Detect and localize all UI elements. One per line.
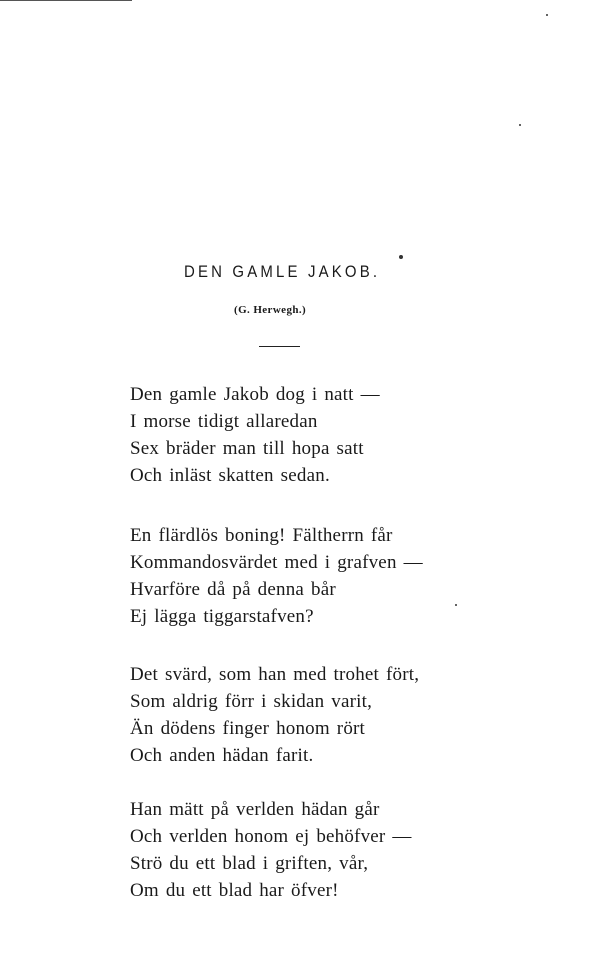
poem-author: (G. Herwegh.) <box>234 304 307 316</box>
ink-speck <box>399 255 403 259</box>
poem-line: Och anden hädan farit. <box>130 745 314 766</box>
poem-line: Kommandosvärdet med i grafven — <box>130 552 423 573</box>
stanza-1 <box>130 381 380 489</box>
poem-line: I morse tidigt allaredan <box>130 411 318 432</box>
poem-line: Och verlden honom ej behöfver — <box>130 826 412 847</box>
poem-line: En flärdlös boning! Fältherrn får <box>130 525 393 546</box>
top-edge-rule <box>0 0 132 1</box>
poem-line: Det svärd, som han med trohet fört, <box>130 664 420 685</box>
ink-speck <box>519 124 521 126</box>
stanza-2 <box>130 522 423 630</box>
poem-line: Än dödens finger honom rört <box>130 718 366 739</box>
poem-line: Som aldrig förr i skidan varit, <box>130 691 373 712</box>
ink-speck <box>546 14 548 16</box>
stanza-3 <box>130 661 419 769</box>
poem-line: Och inläst skatten sedan. <box>130 465 330 486</box>
poem-line: Strö du ett blad i griften, vår, <box>130 853 369 874</box>
stanza-4 <box>130 796 412 904</box>
poem-line: Hvarföre då på denna bår <box>130 579 336 600</box>
poem-title: DEN GAMLE JAKOB. <box>184 262 381 281</box>
title-divider <box>259 346 300 347</box>
poem-line: Den gamle Jakob dog i natt — <box>130 384 380 405</box>
poem-line: Sex bräder man till hopa satt <box>130 438 364 459</box>
ink-speck <box>455 604 457 606</box>
poem-line: Han mätt på verlden hädan går <box>130 799 380 820</box>
poem-line: Ej lägga tiggarstafven? <box>130 606 314 627</box>
poem-line: Om du ett blad har öfver! <box>130 880 339 901</box>
